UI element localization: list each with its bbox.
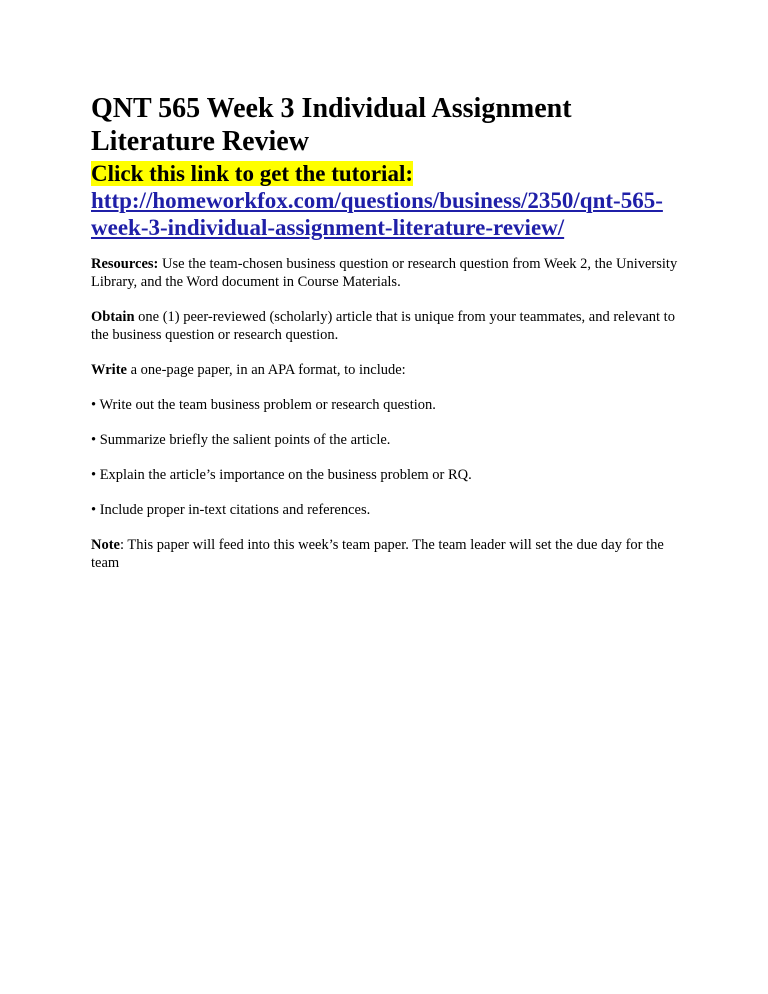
tutorial-block (91, 160, 691, 241)
bullet-item: • Include proper in-text citations and references. (91, 502, 371, 518)
bullet-item: • Explain the article’s importance on the business problem or RQ. (91, 467, 472, 483)
write-text: a one-page paper, in an APA format, to include: (126, 362, 406, 378)
resources-paragraph (91, 255, 691, 291)
tutorial-link[interactable]: http://homeworkfox.com/questions/business/2350/qnt-565-week-3-individual-assignment-literature-review/ (91, 188, 663, 240)
note-label: Note (91, 537, 120, 553)
bullet-item: • Summarize briefly the salient points of the article. (91, 432, 391, 448)
tutorial-prompt: Click this link to get the tutorial: (91, 161, 413, 186)
note-paragraph (91, 536, 691, 572)
resources-text: Use the team-chosen business question or research question from Week 2, the University Library, and the Word document in Course Materials. (91, 256, 678, 290)
document-title: QNT 565 Week 3 Individual Assignment Literature Review (91, 93, 572, 157)
document-page (91, 92, 691, 572)
note-text: : This paper will feed into this week’s team paper. The team leader will set the due day for the team (91, 537, 664, 571)
write-paragraph (91, 361, 691, 379)
resources-label: Resources: (91, 256, 159, 272)
obtain-paragraph (91, 308, 691, 344)
bullet-item: • Write out the team business problem or research question. (91, 397, 436, 413)
obtain-label: Obtain (91, 309, 135, 325)
write-label: Write (91, 362, 127, 378)
obtain-text: one (1) peer-reviewed (scholarly) article that is unique from your teammates, and relevant to the business question or research question. (91, 309, 675, 343)
